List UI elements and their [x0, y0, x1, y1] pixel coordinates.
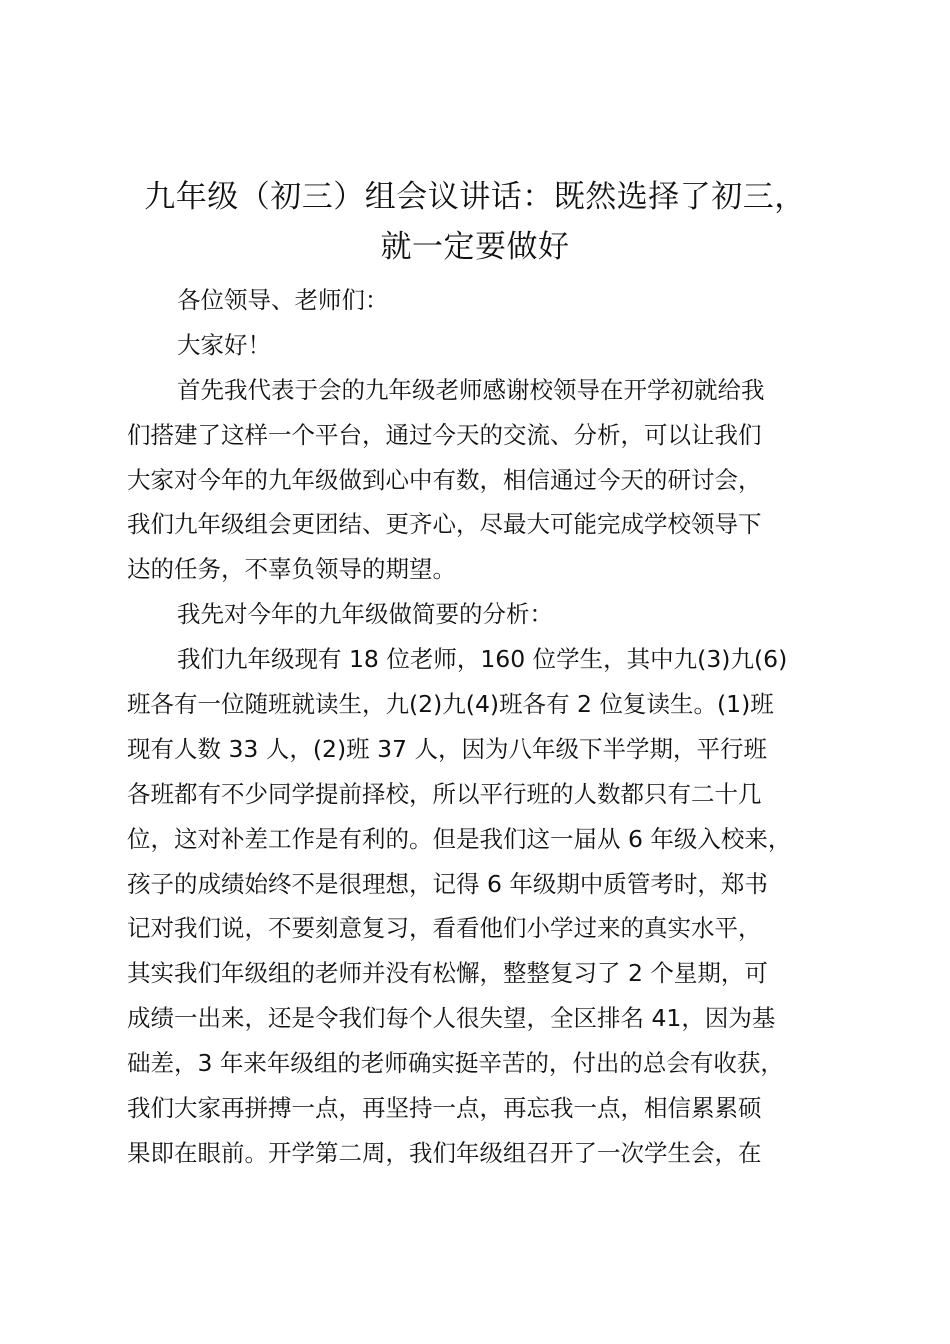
text-line: 各位领导、老师们：: [177, 286, 389, 314]
text-line: 大家好！: [177, 330, 271, 359]
text-line: 成绩一出来，还是令我们每个人很失望，全区排名 41，因为基: [127, 1004, 776, 1033]
document-title: [100, 172, 850, 272]
document-body: [127, 278, 847, 1176]
text-line: 果即在眼前。开学第二周，我们年级组召开了一次学生会，在: [127, 1138, 762, 1167]
text-line: 我先对今年的九年级做简要的分析：: [177, 600, 553, 629]
text-line: 班各有一位随班就读生，九(2)九(4)班各有 2 位复读生。(1)班: [127, 690, 774, 719]
text-line: 现有人数 33 人，(2)班 37 人，因为八年级下半学期，平行班: [127, 734, 767, 763]
text-line: 位，这对补差工作是有利的。但是我们这一届从 6 年级入校来，: [127, 824, 792, 853]
text-line: 孩子的成绩始终不是很理想，记得 6 年级期中质管考时，郑书: [127, 869, 768, 898]
text-line: 其实我们年级组的老师并没有松懈，整整复习了 2 个星期，可: [127, 959, 768, 988]
text-line: 我们大家再拼搏一点，再坚持一点，再忘我一点，相信累累硕: [127, 1094, 762, 1123]
text-line: 大家对今年的九年级做到心中有数，相信通过今天的研讨会，: [127, 465, 762, 494]
text-line: 础差，3 年来年级组的老师确实挺辛苦的，付出的总会有收获，: [127, 1049, 784, 1078]
text-line: 达的任务，不辜负领导的期望。: [127, 555, 456, 584]
title-line: 九年级（初三）组会议讲话：既然选择了初三，: [144, 179, 806, 215]
text-line: 们搭建了这样一个平台，通过今天的交流、分析，可以让我们: [127, 420, 762, 449]
text-line: 记对我们说，不要刻意复习，看看他们小学过来的真实水平，: [127, 914, 762, 943]
text-line: 首先我代表于会的九年级老师感谢校领导在开学初就给我: [177, 375, 765, 404]
text-line: 各班都有不少同学提前择校，所以平行班的人数都只有二十几: [127, 779, 762, 808]
text-line: 我们九年级组会更团结、更齐心，尽最大可能完成学校领导下: [127, 510, 762, 539]
text-line: 我们九年级现有 18 位老师，160 位学生，其中九(3)九(6): [177, 645, 788, 674]
title-line: 就一定要做好: [380, 229, 570, 265]
